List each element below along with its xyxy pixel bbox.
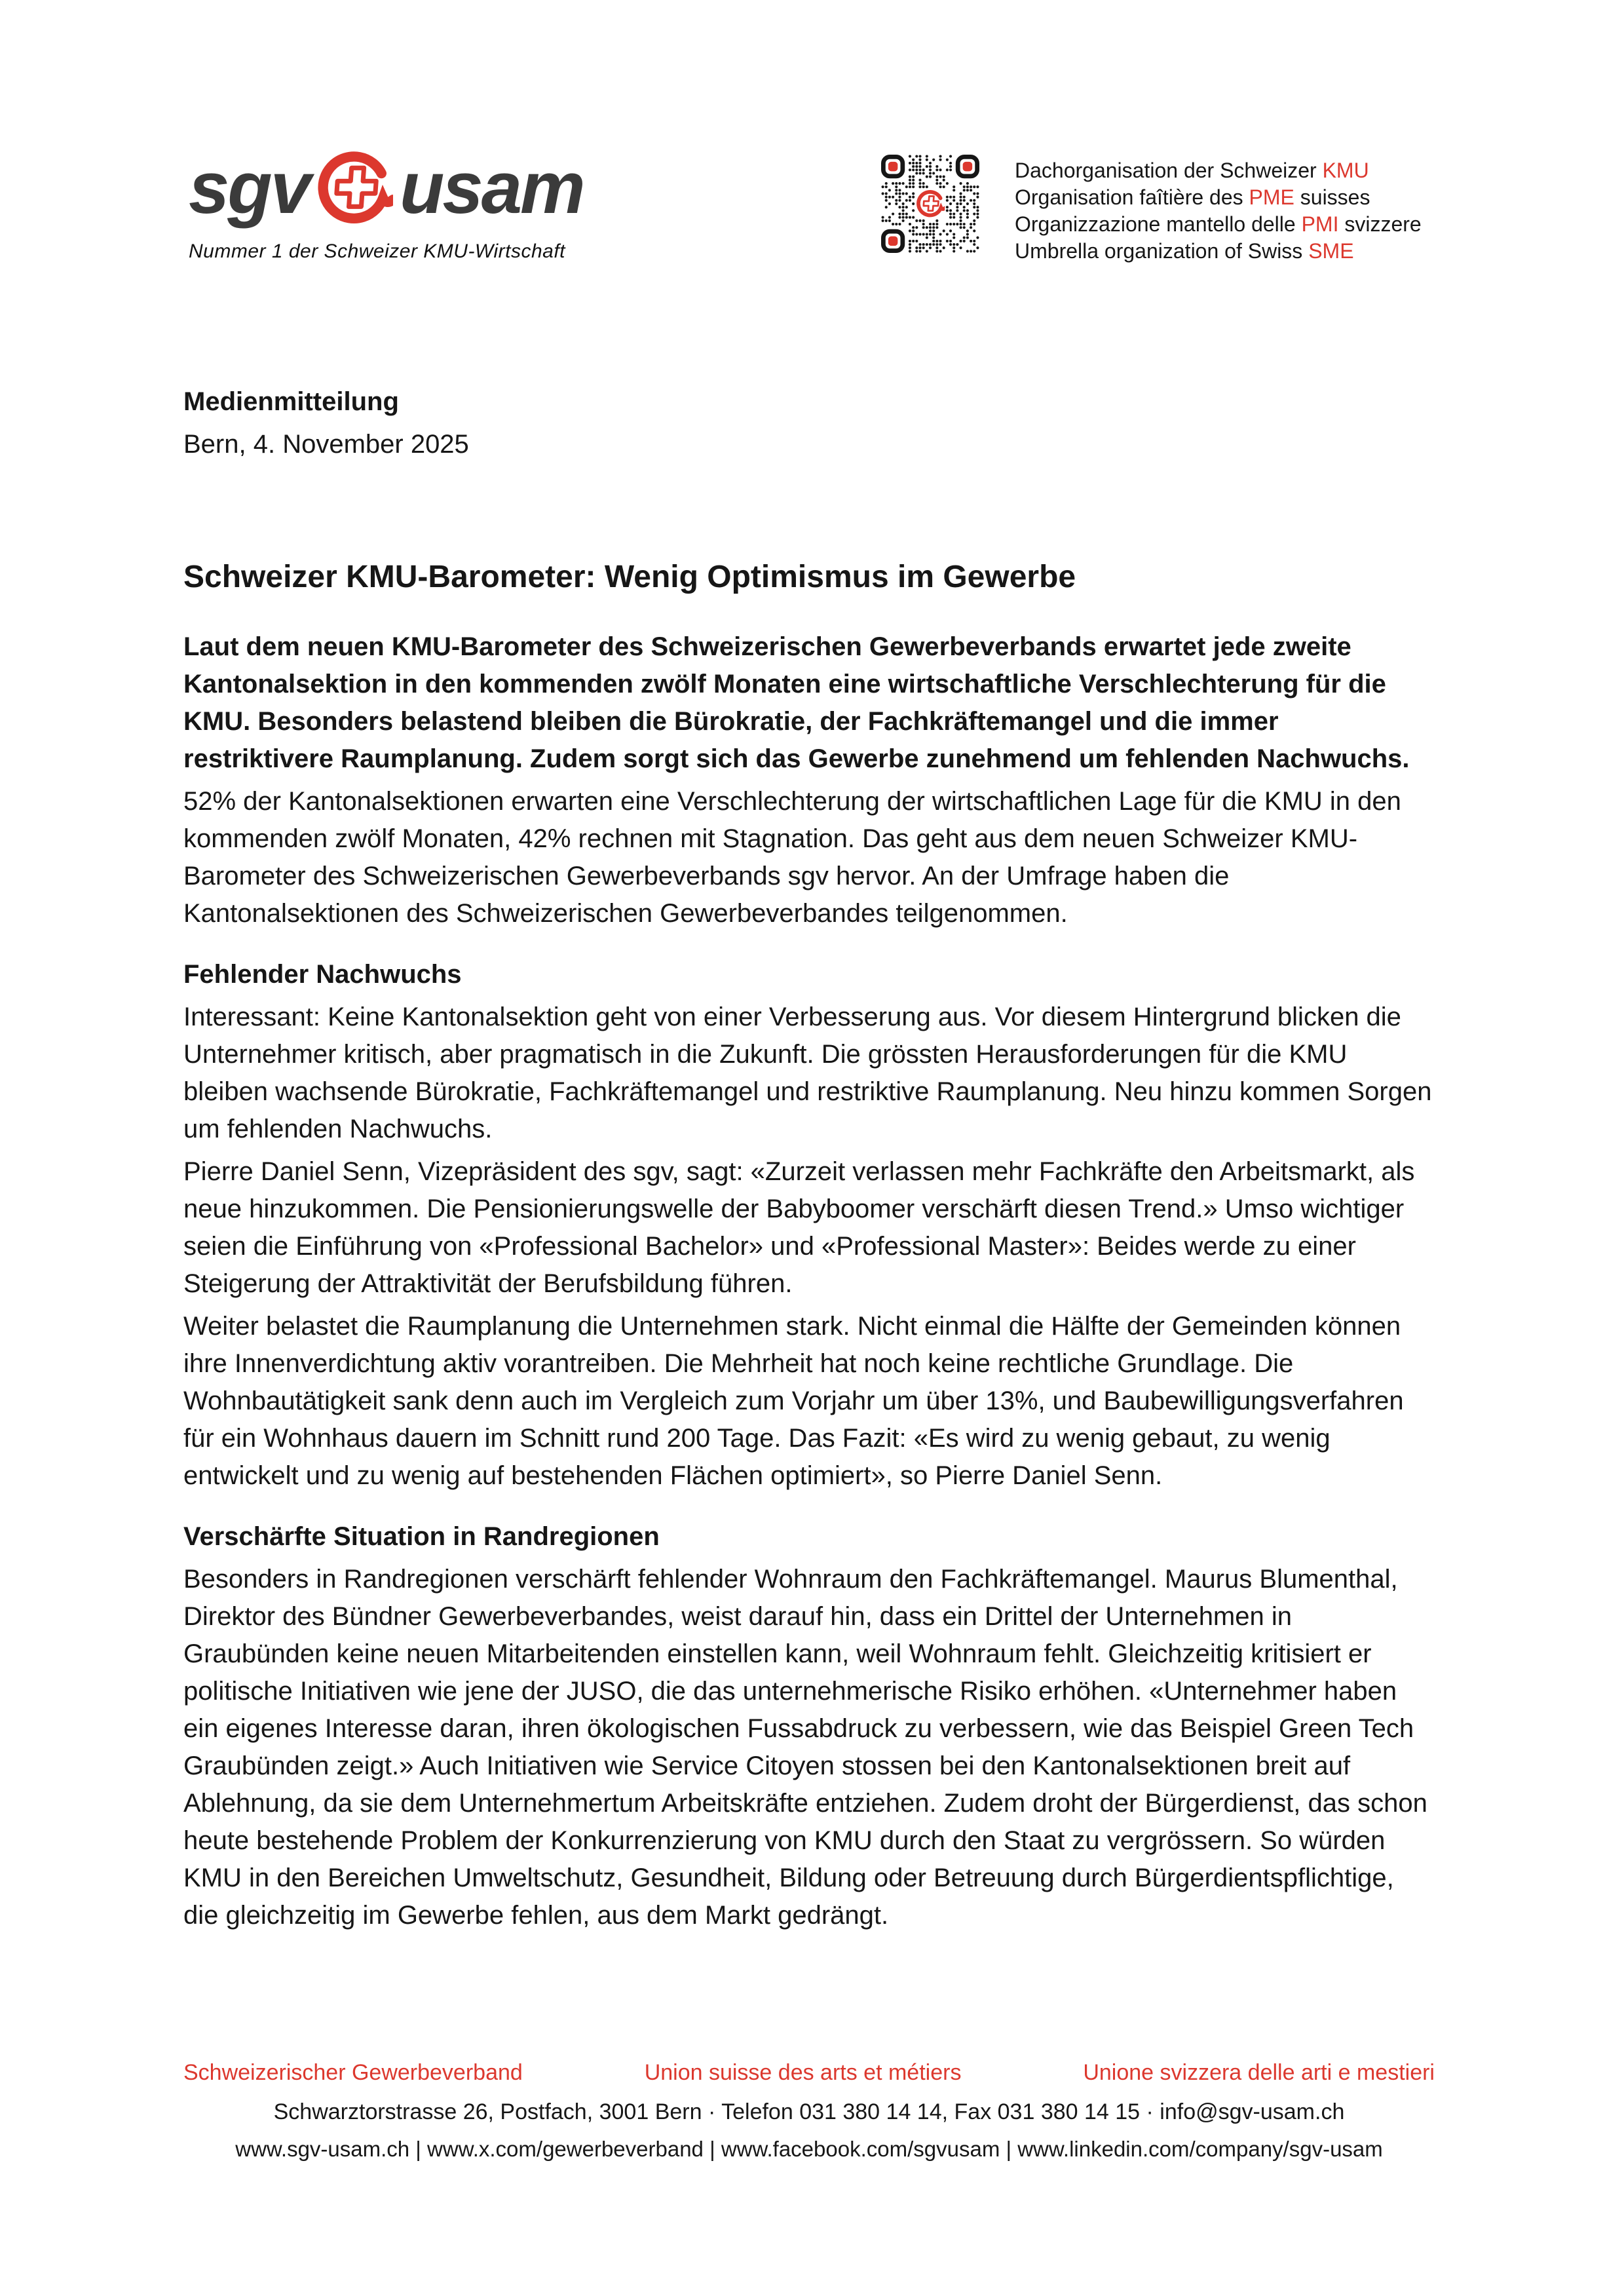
- section-heading: Fehlender Nachwuchs: [183, 960, 462, 989]
- org-banner-line-en: [1015, 238, 1422, 265]
- org-line-text: Umbrella organization of Swiss: [1015, 239, 1309, 263]
- org-line-accent: KMU: [1322, 159, 1369, 182]
- footer-org-row: [183, 2057, 1435, 2088]
- article-body: [183, 383, 1435, 1940]
- org-line-text: suisses: [1294, 185, 1370, 209]
- footer-address: Schwarztorstrasse 26, Postfach, 3001 Bern · Telefon 031 380 14 14, Fax 031 380 14 15 · info@sgv-usam.ch: [273, 2099, 1345, 2124]
- article-title: Schweizer KMU-Barometer: Wenig Optimismus im Gewerbe: [183, 560, 1076, 594]
- logo-tagline: Nummer 1 der Schweizer KMU-Wirtschaft: [189, 240, 566, 262]
- at-swiss-cross-icon: [316, 149, 393, 227]
- footer-links: www.sgv-usam.ch | www.x.com/gewerbeverband | www.facebook.com/sgvusam | www.linkedin.com/company/sgv-usam: [235, 2137, 1383, 2161]
- paragraph: Pierre Daniel Senn, Vizepräsident des sgv, sagt: «Zurzeit verlassen mehr Fachkräfte den Arbeitsmarkt, als neue hinzukommen. Die Pensionierungswelle der Babyboomer verschärft diesen Trend.» Umso wichtiger seien die Einführung von «Professional Bachelor» und «Professional Master»: Beides werde zu einer Steigerung der Attraktivität der Berufsbildung führen.: [183, 1157, 1415, 1298]
- footer-org-de: Schweizerischer Gewerbeverband: [183, 2060, 523, 2085]
- page-footer: [183, 2057, 1435, 2164]
- paragraph: Interessant: Keine Kantonalsektion geht von einer Verbesserung aus. Vor diesem Hintergrund blicken die Unternehmer kritisch, aber pragmatisch in die Zukunft. Die grössten Herausforderungen für die KMU bleiben wachsende Bürokratie, Fachkräftemangel und restriktive Raumplanung. Neu hinzu kommen Sorgen um fehlenden Nachwuchs.: [183, 1003, 1432, 1143]
- org-line-accent: PME: [1249, 185, 1294, 209]
- lead-paragraph: Laut dem neuen KMU-Barometer des Schweizerischen Gewerbeverbands erwartet jede zweite Kantonalsektion in den kommenden zwölf Monaten eine wirtschaftliche Verschlechterung für die KMU. Besonders belastend bleiben die Bürokratie, der Fachkräftemangel und die immer restriktivere Raumplanung. Zudem sorgt sich das Gewerbe zunehmend um fehlenden Nachwuchs.: [183, 632, 1410, 773]
- org-line-text: Dachorganisation der Schweizer: [1015, 159, 1323, 182]
- org-line-text: Organizzazione mantello delle: [1015, 212, 1302, 236]
- paragraph: Weiter belastet die Raumplanung die Unternehmen stark. Nicht einmal die Hälfte der Gemeinden können ihre Innenverdichtung aktiv vorantreiben. Die Mehrheit hat noch keine rechtliche Grundlage. Die Wohnbautätigkeit sank denn auch im Vergleich zum Vorjahr um über 13%, und Baubewilligungsverfahren für ein Wohnhaus dauern im Schnitt rund 200 Tage. Das Fazit: «Es wird zu wenig gebaut, zu wenig entwickelt und zu wenig auf bestehenden Flächen optimiert», so Pierre Daniel Senn.: [183, 1312, 1404, 1490]
- org-banner: [1015, 157, 1422, 265]
- org-line-accent: SME: [1308, 239, 1354, 263]
- sgv-usam-logo: [189, 145, 584, 263]
- org-banner-line-fr: [1015, 184, 1422, 211]
- footer-org-it: Unione svizzera delle arti e mestieri: [1083, 2060, 1435, 2085]
- org-banner-line-de: [1015, 157, 1422, 184]
- section-heading: Verschärfte Situation in Randregionen: [183, 1522, 660, 1551]
- org-line-text: Organisation faîtière des: [1015, 185, 1249, 209]
- org-line-text: svizzere: [1338, 212, 1422, 236]
- org-line-accent: PMI: [1301, 212, 1339, 236]
- logo-text-usam: usam: [400, 147, 584, 229]
- paragraph: 52% der Kantonalsektionen erwarten eine Verschlechterung der wirtschaftlichen Lage für die KMU in den kommenden zwölf Monaten, 42% rechnen mit Stagnation. Das geht aus dem neuen Schweizer KMU-Barometer des Schweizerischen Gewerbeverbands sgv hervor. An der Umfrage haben die Kantonalsektionen des Schweizerischen Gewerbeverbandes teilgenommen.: [183, 787, 1401, 928]
- qr-code-icon: [881, 155, 979, 253]
- logo-wordmark: [189, 145, 584, 230]
- org-banner-line-it: [1015, 211, 1422, 238]
- logo-text-sgv: sgv: [189, 147, 309, 229]
- paragraph: Besonders in Randregionen verschärft fehlender Wohnraum den Fachkräftemangel. Maurus Blumenthal, Direktor des Bündner Gewerbeverbandes, weist darauf hin, dass ein Drittel der Unternehmen in Graubünden keine neuen Mitarbeitenden einstellen kann, weil Wohnraum fehlt. Gleichzeitig kritisiert er politische Initiativen wie jene der JUSO, die das unternehmerische Risiko erhöhen. «Unternehmer haben ein eigenes Interesse daran, ihren ökologischen Fussabdruck zu verbessern, wie das Beispiel Green Tech Graubünden zeigt.» Auch Initiativen wie Service Citoyen stossen bei den Kantonalsektionen breit auf Ablehnung, da sie dem Unternehmertum Arbeitskräfte entziehen. Zudem droht der Bürgerdienst, das schon heute bestehende Problem der Konkurrenzierung von KMU durch den Staat zu vergrössern. So würden KMU in den Bereichen Umweltschutz, Gesundheit, Bildung oder Betreuung durch Bürgerdientspflichtige, die gleichzeitig im Gewerbe fehlen, aus dem Markt gedrängt.: [183, 1565, 1427, 1930]
- footer-org-fr: Union suisse des arts et métiers: [644, 2060, 962, 2085]
- dateline: Bern, 4. November 2025: [183, 430, 469, 459]
- document-type-label: Medienmitteilung: [183, 387, 399, 416]
